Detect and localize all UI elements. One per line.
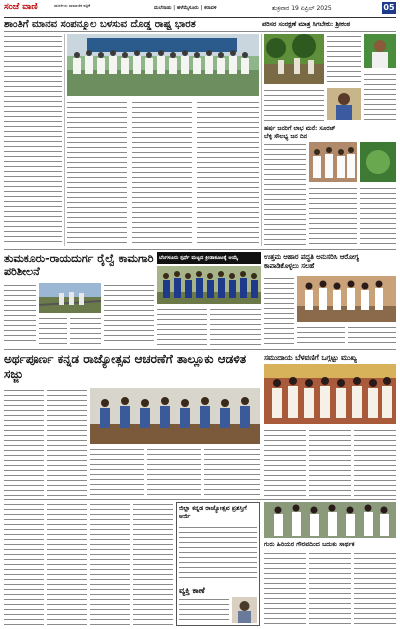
- sports-text-2: [210, 307, 261, 345]
- divider: [4, 499, 396, 500]
- small-photo: [327, 88, 361, 120]
- sports-headline-bar: [157, 252, 261, 264]
- rajyotsava-text: [4, 388, 44, 496]
- section-tabs: ಮಲೆನಾಡು | ಹಳೆಮೈಸೂರು | ಕರಾವಳಿ: [154, 5, 217, 11]
- right-article-text-6: [360, 186, 396, 246]
- divider: [4, 31, 396, 32]
- right-mid-headline-2: ಬೆಳ್ಳಿ ಸೌಲಭ್ಯ ಜನ ದಿನ: [264, 133, 308, 140]
- divider: [4, 249, 396, 250]
- sports-team-photo: [157, 266, 261, 304]
- health-text: [264, 276, 294, 346]
- lead-article-col3: [132, 100, 192, 246]
- right-article-text-2: [264, 88, 324, 122]
- railway-text-2: [39, 316, 67, 345]
- guru-headline: ಗುರು ಹಿರಿಯರ ಗೌರವದಿಂದ ಬದುಕು ಸಾರ್ಥಕ: [264, 541, 355, 548]
- bottom-text-2: [47, 502, 87, 626]
- samudaya-text: [264, 428, 306, 496]
- health-photo: [297, 276, 396, 322]
- district-headline: ಜಿಲ್ಲಾ ಕನ್ನಡ ರಾಜ್ಯೋತ್ಸವ ಪ್ರಶಸ್ತಿಗೆ ಅರ್ಜಿ: [179, 505, 247, 520]
- railway-photo: [39, 283, 101, 313]
- rajyotsava-text-3: [90, 447, 144, 496]
- masthead-tagline: ರಾಜಕೀಯ ಸಾಮಾಜಿಕ ಪತ್ರಿಕೆ: [54, 3, 91, 8]
- guru-text: [264, 551, 306, 626]
- district-text: [179, 525, 257, 581]
- sports-headline: ಬೆಂಗಳೂರು ಸ್ಪರ್ಧೆ ಮಟ್ಟದ ಕ್ರೀಡಾಕೂಟಕ್ಕೆ ಆಯ್ಕೆ: [159, 255, 239, 261]
- bottom-text-4: [133, 502, 173, 626]
- divider: [4, 349, 396, 350]
- bottom-text: [4, 502, 44, 626]
- health-text-3: [348, 325, 396, 346]
- guru-text-2: [309, 551, 351, 626]
- meeting-photo: [309, 142, 357, 182]
- top-right-headline: ಪರಿಸರ ಸಂರಕ್ಷಣೆ ಮಾತ್ರ ಸಿಗಬೇಕು: ಶ್ರೀಕಂಠ: [262, 20, 351, 28]
- masthead: [4, 2, 396, 18]
- railway-headline: ತುಮಕೂರು-ರಾಯದುರ್ಗ ರೈಲ್ವೆ ಕಾಮಗಾರಿ ಪರಿಶೀಲನೆ: [4, 252, 154, 278]
- portrait-photo: [364, 34, 396, 68]
- missing-person-headline: ವ್ಯಕ್ತಿ ಕಾಣೆ: [179, 585, 205, 595]
- railway-text: [4, 283, 36, 345]
- health-headline: ಉತ್ತಮ ಆಹಾರ ಪದ್ಧತಿ ಅನುಸರಿಸಿ ಆರೋಗ್ಯ ಕಾಪಾಡಿಕೊಳ್ಳಲು ಸಲಹೆ: [264, 253, 359, 270]
- page-number: 05: [383, 3, 395, 12]
- right-article-text-3: [364, 72, 396, 122]
- felicitation-photo: [264, 502, 396, 538]
- lead-article-col4: [197, 100, 259, 246]
- column-rule: [261, 34, 262, 246]
- guru-text-3: [354, 551, 396, 626]
- lead-article-col2: [67, 100, 127, 246]
- right-article-text: [327, 34, 361, 84]
- rajyotsava-text-2: [47, 388, 87, 496]
- samudaya-photo: [264, 364, 396, 424]
- health-text-2: [297, 325, 345, 346]
- missing-person-photo: [232, 597, 257, 623]
- right-article-text-4: [264, 142, 306, 246]
- rajyotsava-text-5: [204, 447, 260, 496]
- lead-photo: [67, 34, 259, 96]
- district-award-box: [176, 502, 260, 626]
- rajyotsava-headline: ಅರ್ಥಪೂರ್ಣ ಕನ್ನಡ ರಾಜ್ಯೋತ್ಸವ ಆಚರಣೆಗೆ ತಾಲ್ಲೂಕು ಆಡಳಿತ ಸಜ್ಜು: [4, 352, 247, 381]
- missing-person-text: [179, 597, 229, 623]
- samudaya-text-3: [354, 428, 396, 496]
- issue-date: ಶುಕ್ರವಾರ 19 ಏಪ್ರಿಲ್ 2025: [272, 5, 332, 12]
- plantation-photo: [264, 34, 324, 84]
- sports-text: [157, 307, 207, 345]
- right-mid-headline: ಹರ್ಷ ಜನರಿಗೆ ಲಾಭ ಮನೆ: ಸೂರಜ್: [264, 125, 336, 132]
- newspaper-logo: ಸಂಜೆ ವಾಣಿ: [4, 2, 38, 12]
- railway-text-4: [104, 283, 154, 345]
- right-article-text-5: [309, 186, 357, 246]
- bottom-text-3: [90, 502, 130, 626]
- rajyotsava-text-4: [147, 447, 201, 496]
- samudaya-text-2: [309, 428, 351, 496]
- samudaya-headline: ಸಮುದಾಯ ಬೆಳವಣಿಗೆ ಒಗ್ಗಟ್ಟು ಮುಖ್ಯ: [264, 353, 357, 362]
- rajyotsava-meeting-photo: [90, 388, 260, 444]
- lead-article-text: [4, 34, 62, 246]
- lead-headline: ಶಾಂತಿಗೆ ಮಾನವ ಸಂಪನ್ಮೂಲ ಬಳಸುವ ದೊಡ್ಡ ರಾಷ್ಟ್ರ ಭಾರತ: [4, 19, 196, 30]
- green-photo: [360, 142, 396, 182]
- column-rule: [64, 34, 65, 246]
- railway-text-3: [70, 316, 101, 345]
